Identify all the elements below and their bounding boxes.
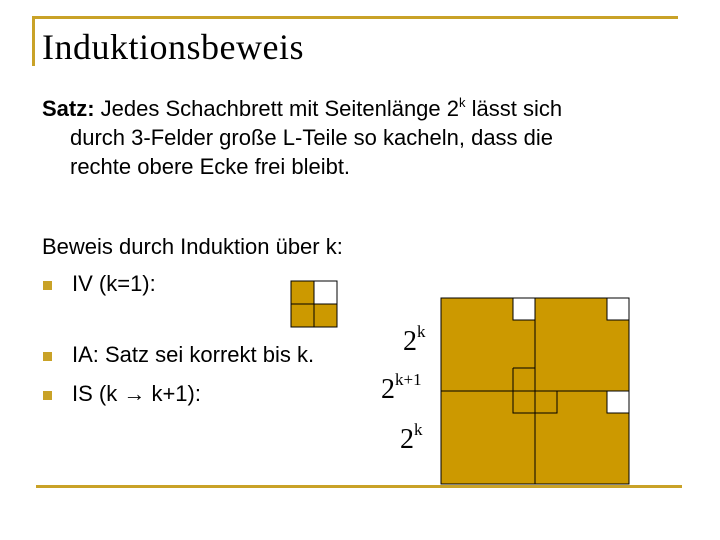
slide-title: Induktionsbeweis	[42, 27, 304, 67]
free-corner-top-left-quadrant	[513, 298, 535, 320]
label-bot-base: 2	[400, 424, 414, 455]
label-top-exp: k	[417, 322, 426, 341]
theorem-line-1-rest: lässt sich	[465, 96, 563, 121]
free-corner-top-right-quadrant	[607, 298, 629, 320]
free-corner-bottom-right-quadrant	[607, 391, 629, 413]
small-board-free-corner	[314, 281, 337, 304]
small-board-k1	[291, 281, 337, 327]
theorem-exponent: k	[459, 95, 466, 110]
label-mid-base: 2	[381, 374, 395, 405]
theorem-line-3: rechte obere Ecke frei bleibt.	[70, 154, 351, 179]
bullet-is: IS (k → k+1):	[72, 381, 201, 406]
label-mid-exp: k+1	[395, 370, 422, 389]
theorem-line-2: durch 3-Felder große L-Teile so kacheln, dass die	[70, 125, 554, 150]
theorem-line-1-text: Jedes Schachbrett mit Seitenlänge 2	[94, 96, 460, 121]
frame-bottom-rule	[36, 485, 682, 488]
label-top-base: 2	[403, 326, 417, 357]
label-bot-exp: k	[414, 420, 423, 439]
bullet-ia: IA: Satz sei korrekt bis k.	[72, 342, 315, 367]
bullet-iv: IV (k=1):	[72, 271, 156, 296]
large-board	[441, 298, 629, 484]
proof-intro: Beweis durch Induktion über k:	[42, 234, 343, 259]
theorem-label: Satz:	[42, 96, 95, 121]
